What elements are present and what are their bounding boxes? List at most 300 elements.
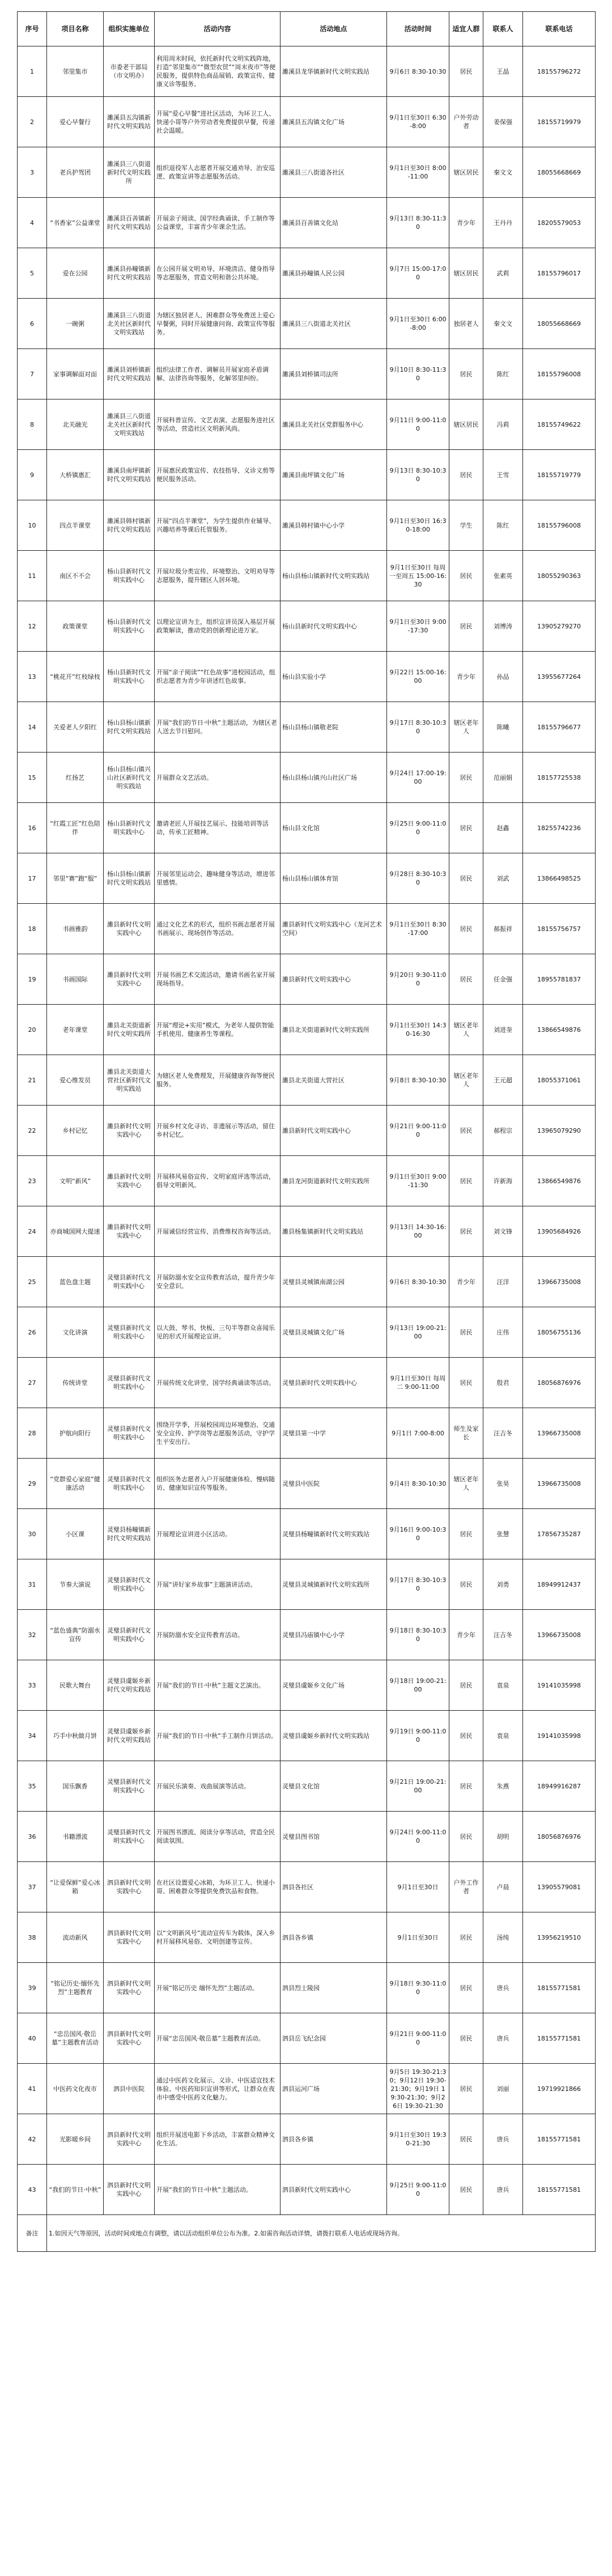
cell-contact: 张昊	[483, 1459, 523, 1509]
table-row	[18, 1106, 596, 1156]
cell-time: 9月13日 8:30-10:30	[387, 450, 449, 500]
table-row	[18, 1206, 596, 1257]
cell-name: “桃花开”红枝绿枝	[47, 652, 104, 702]
cell-name: 民歌大舞台	[47, 1660, 104, 1711]
cell-name: 红扬艺	[47, 753, 104, 803]
header-time: 活动时间	[387, 12, 449, 46]
cell-name: 家事调解面对面	[47, 349, 104, 399]
cell-name: “让爱保鲜”爱心冰箱	[47, 1862, 104, 1912]
cell-place: 杨山县实验小学	[280, 652, 387, 702]
cell-contact: 唐兵	[483, 2013, 523, 2064]
cell-name: 护航向阳行	[47, 1408, 104, 1459]
cell-no: 17	[18, 853, 47, 904]
cell-people: 居民	[449, 2013, 483, 2064]
cell-org: 濉县北关街道新时代文明实践所	[104, 1005, 155, 1055]
cell-people: 居民	[449, 349, 483, 399]
cell-no: 39	[18, 1963, 47, 2013]
cell-contact: 殷君	[483, 1358, 523, 1408]
cell-org: 濉溪县百善镇新时代文明实践站	[104, 198, 155, 248]
cell-contact: 王元超	[483, 1055, 523, 1106]
cell-name: 老年课堂	[47, 1005, 104, 1055]
cell-place: 濉溪县孙疃镇人民公园	[280, 248, 387, 299]
cell-contact: 冯莉	[483, 399, 523, 450]
cell-org: 濉县新时代文明实践中心	[104, 1206, 155, 1257]
cell-no: 18	[18, 904, 47, 954]
cell-contact: 范丽娟	[483, 753, 523, 803]
cell-name: 文明“新风”	[47, 1156, 104, 1206]
cell-name: 爱心早餐行	[47, 97, 104, 147]
cell-name: 大桥镇惠汇	[47, 450, 104, 500]
cell-contact: 陈红	[483, 349, 523, 399]
cell-people: 居民	[449, 1660, 483, 1711]
header-name: 项目名称	[47, 12, 104, 46]
cell-no: 30	[18, 1509, 47, 1559]
cell-org: 泗县中医院	[104, 2064, 155, 2114]
cell-contact: 武莉	[483, 248, 523, 299]
cell-no: 7	[18, 349, 47, 399]
cell-place: 濉溪县龙华镇新时代文明实践站	[280, 46, 387, 97]
cell-time: 9月6日 8:30-10:30	[387, 46, 449, 97]
cell-no: 5	[18, 248, 47, 299]
cell-people: 居民	[449, 1206, 483, 1257]
header-contact: 联系人	[483, 12, 523, 46]
table-row	[18, 1005, 596, 1055]
cell-people: 户外劳动者	[449, 97, 483, 147]
cell-no: 2	[18, 97, 47, 147]
cell-phone: 18056876976	[523, 1358, 596, 1408]
cell-time: 9月28日 8:30-10:30	[387, 853, 449, 904]
cell-people: 居民	[449, 904, 483, 954]
cell-org: 灵璧县虞姬乡新时代文明实践站	[104, 1660, 155, 1711]
cell-phone: 13966735008	[523, 1459, 596, 1509]
cell-place: 灵璧县图书馆	[280, 1812, 387, 1862]
cell-content: 为辖区老人免费理发，开展健康咨询等便民服务。	[155, 1055, 280, 1106]
cell-time: 9月6日 8:30-10:30	[387, 1257, 449, 1307]
cell-phone: 18155796017	[523, 248, 596, 299]
activity-table	[17, 11, 596, 2252]
cell-content: 开展“我们的节日·中秋”主题活动，为辖区老人送去节日慰问。	[155, 702, 280, 753]
cell-time: 9月1日至30日 8:00-11:00	[387, 147, 449, 198]
page	[17, 11, 595, 2252]
cell-org: 杨山县新时代文明实践中心	[104, 601, 155, 652]
cell-no: 12	[18, 601, 47, 652]
cell-time: 9月24日 17:00-19:00	[387, 753, 449, 803]
cell-contact: 刘文锋	[483, 1206, 523, 1257]
table-row	[18, 1055, 596, 1106]
cell-org: 濉溪县刘桥镇新时代文明实践站	[104, 349, 155, 399]
cell-org: 市委老干部局（市文明办）	[104, 46, 155, 97]
cell-name: 文化讲演	[47, 1307, 104, 1358]
cell-time: 9月1日至30日 9:00-11:30	[387, 1156, 449, 1206]
cell-time: 9月1日至30日 每周二 9:00-11:00	[387, 1358, 449, 1408]
cell-contact: 王丹丹	[483, 198, 523, 248]
cell-content: 开展书画艺术交流活动，邀请书画名家开展现场指导。	[155, 954, 280, 1005]
cell-no: 32	[18, 1610, 47, 1660]
cell-time: 9月1日至30日 14:30-16:30	[387, 1005, 449, 1055]
cell-name: “蓝色盛典”防溺水宣传	[47, 1610, 104, 1660]
cell-time: 9月18日 8:30-10:30	[387, 1610, 449, 1660]
cell-time: 9月10日 8:30-11:30	[387, 349, 449, 399]
table-row	[18, 954, 596, 1005]
cell-content: 开展民乐演奏、戏曲展演等活动。	[155, 1761, 280, 1812]
cell-contact: 刘丽	[483, 2064, 523, 2114]
cell-content: 组织开展送电影下乡活动，丰富群众精神文化生活。	[155, 2114, 280, 2165]
cell-name: 政策课堂	[47, 601, 104, 652]
cell-people: 居民	[449, 1106, 483, 1156]
note-row	[18, 2215, 596, 2252]
table-row	[18, 853, 596, 904]
table-row	[18, 601, 596, 652]
cell-org: 杨山县新时代文明实践中心	[104, 803, 155, 853]
header-content: 活动内容	[155, 12, 280, 46]
cell-place: 灵璧县冯庙镇中心小学	[280, 1610, 387, 1660]
cell-name: “党群爱心家庭”健康活动	[47, 1459, 104, 1509]
cell-content: 开展“讲好家乡故事”主题演讲活动。	[155, 1559, 280, 1610]
cell-org: 濉溪县三八街道北关社区新时代文明实践站	[104, 399, 155, 450]
cell-name: 亦商城国网大提速	[47, 1206, 104, 1257]
table-row	[18, 399, 596, 450]
cell-place: 濉县北关街道大营社区	[280, 1055, 387, 1106]
cell-content: 组织医务志愿者入户开展健康体检、慢病随访、健康知识宣传等服务。	[155, 1459, 280, 1509]
table-row	[18, 1812, 596, 1862]
cell-contact: 刘博涛	[483, 601, 523, 652]
cell-people: 独居老人	[449, 299, 483, 349]
cell-phone: 13965079290	[523, 1106, 596, 1156]
table-row	[18, 753, 596, 803]
cell-place: 濉溪县五沟镇文化广场	[280, 97, 387, 147]
cell-phone: 18056755136	[523, 1307, 596, 1358]
cell-place: 泗县烈士陵园	[280, 1963, 387, 2013]
cell-contact: 王雪	[483, 450, 523, 500]
cell-content: 在公园开展文明劝导、环境清洁、健身指导等志愿服务，营造文明和谐公共环境。	[155, 248, 280, 299]
cell-people: 居民	[449, 450, 483, 500]
cell-people: 辖区老年人	[449, 1005, 483, 1055]
cell-place: 杨山县杨山镇兴山社区广场	[280, 753, 387, 803]
cell-people: 居民	[449, 551, 483, 601]
cell-time: 9月11日 9:00-11:00	[387, 399, 449, 450]
note-text: 1.如因天气等原因，活动时间或地点有调整，请以活动组织单位公布为准。2.如需咨询活动详情，请拨打联系人电话或现场咨询。	[47, 2215, 596, 2252]
cell-content: 开展群众文艺活动。	[155, 753, 280, 803]
cell-content: 开展亲子阅读、国学经典诵读、手工制作等公益课堂，丰富青少年课余生活。	[155, 198, 280, 248]
cell-no: 40	[18, 2013, 47, 2064]
cell-place: 泗县各社区	[280, 1862, 387, 1912]
table-row	[18, 1509, 596, 1559]
cell-time: 9月21日 9:00-11:00	[387, 1106, 449, 1156]
cell-phone: 13966735008	[523, 1408, 596, 1459]
cell-contact: 秦文文	[483, 147, 523, 198]
cell-name: 书籍漂流	[47, 1812, 104, 1862]
cell-time: 9月1日至30日	[387, 1862, 449, 1912]
cell-name: 关爱老人夕阳红	[47, 702, 104, 753]
cell-time: 9月7日 15:00-17:00	[387, 248, 449, 299]
cell-no: 28	[18, 1408, 47, 1459]
cell-place: 灵璧县灵城镇文化广场	[280, 1307, 387, 1358]
cell-people: 居民	[449, 1711, 483, 1761]
cell-no: 24	[18, 1206, 47, 1257]
cell-phone: 18055290363	[523, 551, 596, 601]
cell-org: 濉县新时代文明实践中心	[104, 954, 155, 1005]
cell-contact: 唐兵	[483, 1963, 523, 2013]
cell-name: 巧手中秋做月饼	[47, 1711, 104, 1761]
cell-people: 居民	[449, 1509, 483, 1559]
cell-no: 21	[18, 1055, 47, 1106]
cell-people: 居民	[449, 1761, 483, 1812]
cell-no: 9	[18, 450, 47, 500]
cell-contact: 赵鑫	[483, 803, 523, 853]
cell-contact: 陈红	[483, 500, 523, 551]
cell-phone: 18055371061	[523, 1055, 596, 1106]
cell-contact: 汪洋	[483, 1257, 523, 1307]
cell-name: 书画雅韵	[47, 904, 104, 954]
cell-people: 青少年	[449, 1610, 483, 1660]
cell-org: 灵璧县新时代文明实践中心	[104, 1761, 155, 1812]
cell-no: 11	[18, 551, 47, 601]
cell-contact: 胡明	[483, 1812, 523, 1862]
cell-org: 灵璧县新时代文明实践中心	[104, 1610, 155, 1660]
table-row	[18, 1862, 596, 1912]
cell-name: 南区不不会	[47, 551, 104, 601]
cell-name: 邻里“赛”跑“服”	[47, 853, 104, 904]
cell-time: 9月1日至30日 6:00-8:00	[387, 299, 449, 349]
cell-place: 濉溪县北关社区党群服务中心	[280, 399, 387, 450]
cell-time: 9月1日 7:00-8:00	[387, 1408, 449, 1459]
table-row	[18, 1358, 596, 1408]
cell-phone: 19141035998	[523, 1711, 596, 1761]
cell-contact: 秦文文	[483, 299, 523, 349]
cell-name: 小区课	[47, 1509, 104, 1559]
cell-no: 41	[18, 2064, 47, 2114]
cell-phone: 13966735008	[523, 1610, 596, 1660]
cell-phone: 17856735287	[523, 1509, 596, 1559]
cell-org: 濉县新时代文明实践中心	[104, 1106, 155, 1156]
cell-phone: 13866549876	[523, 1005, 596, 1055]
cell-place: 濉溪县百善镇文化站	[280, 198, 387, 248]
table-row	[18, 97, 596, 147]
cell-people: 青少年	[449, 1257, 483, 1307]
cell-content: 开展邻里运动会、趣味健身等活动，增进邻里感情。	[155, 853, 280, 904]
cell-phone: 18155796008	[523, 500, 596, 551]
cell-name: 国乐飘香	[47, 1761, 104, 1812]
cell-content: 开展惠民政策宣传、农技指导、义诊义剪等便民服务活动。	[155, 450, 280, 500]
cell-no: 43	[18, 2165, 47, 2215]
cell-phone: 18155719779	[523, 450, 596, 500]
cell-no: 38	[18, 1912, 47, 1963]
cell-org: 杨山县杨山镇新时代文明实践站	[104, 702, 155, 753]
cell-place: 灵璧县灵城镇南湖公园	[280, 1257, 387, 1307]
cell-org: 杨山县新时代文明实践中心	[104, 551, 155, 601]
cell-place: 泗县新时代文明实践中心	[280, 2165, 387, 2215]
cell-people: 居民	[449, 1812, 483, 1862]
cell-phone: 18155771581	[523, 2165, 596, 2215]
cell-name: 四点半课堂	[47, 500, 104, 551]
cell-place: 泗县运河广场	[280, 2064, 387, 2114]
cell-place: 濉溪县南坪镇文化广场	[280, 450, 387, 500]
cell-content: 开展“爱心早餐”进社区活动，为环卫工人、快递小哥等户外劳动者免费提供早餐，传递社会温暖。	[155, 97, 280, 147]
cell-time: 9月13日 8:30-11:30	[387, 198, 449, 248]
cell-contact: 刘武	[483, 853, 523, 904]
cell-people: 居民	[449, 46, 483, 97]
cell-contact: 唐兵	[483, 2114, 523, 2165]
cell-content: 开展诚信经营宣传、消费维权咨询等活动。	[155, 1206, 280, 1257]
cell-people: 青少年	[449, 198, 483, 248]
cell-no: 23	[18, 1156, 47, 1206]
table-row	[18, 349, 596, 399]
cell-phone: 13905279270	[523, 601, 596, 652]
cell-name: 中医药文化夜市	[47, 2064, 104, 2114]
cell-content: 开展传统文化讲堂、国学经典诵读等活动。	[155, 1358, 280, 1408]
cell-content: 开展“亲子阅读”“红色故事”进校园活动，组织志愿者为青少年讲述红色故事。	[155, 652, 280, 702]
cell-phone: 13956219510	[523, 1912, 596, 1963]
cell-no: 22	[18, 1106, 47, 1156]
cell-time: 9月17日 8:30-10:30	[387, 1559, 449, 1610]
table-row	[18, 1711, 596, 1761]
cell-org: 濉溪县孙疃镇新时代文明实践站	[104, 248, 155, 299]
cell-no: 33	[18, 1660, 47, 1711]
cell-content: 以理论宣讲为主，组织宣讲员深入基层开展政策解读，推动党的创新理论进万家。	[155, 601, 280, 652]
cell-place: 灵璧县新时代文明实践中心	[280, 1358, 387, 1408]
cell-phone: 13866549876	[523, 1156, 596, 1206]
cell-people: 居民	[449, 2165, 483, 2215]
table-row	[18, 147, 596, 198]
cell-people: 居民	[449, 601, 483, 652]
header-no: 序号	[18, 12, 47, 46]
cell-place: 灵璧县文化馆	[280, 1761, 387, 1812]
cell-contact: 王晶	[483, 46, 523, 97]
cell-no: 26	[18, 1307, 47, 1358]
cell-content: 开展“铭记历史 缅怀先烈”主题活动。	[155, 1963, 280, 2013]
cell-people: 辖区老年人	[449, 702, 483, 753]
cell-content: 通过中医药文化展示、义诊、中医适宜技术体验、中医药知识宣讲等形式，让群众在夜市中感受中医药文化魅力。	[155, 2064, 280, 2114]
cell-name: 爱在公园	[47, 248, 104, 299]
cell-content: 围绕开学季，开展校园周边环境整治、交通安全宣传、护学岗等志愿服务活动，守护学生平安出行。	[155, 1408, 280, 1459]
cell-contact: 卢晨	[483, 1862, 523, 1912]
cell-org: 灵璧县新时代文明实践中心	[104, 1408, 155, 1459]
cell-name: 光影暖乡间	[47, 2114, 104, 2165]
table-row	[18, 1156, 596, 1206]
cell-contact: 郝振祥	[483, 904, 523, 954]
cell-name: 爱心维发员	[47, 1055, 104, 1106]
cell-time: 9月1日至30日 9:00-17:30	[387, 601, 449, 652]
cell-no: 3	[18, 147, 47, 198]
cell-phone: 18155719979	[523, 97, 596, 147]
header-org: 组织实施单位	[104, 12, 155, 46]
cell-content: 开展“我们的节日·中秋”主题文艺演出。	[155, 1660, 280, 1711]
cell-org: 泗县新时代文明实践中心	[104, 2114, 155, 2165]
cell-time: 9月18日 9:30-11:00	[387, 1963, 449, 2013]
cell-people: 居民	[449, 2114, 483, 2165]
header-phone: 联系电话	[523, 12, 596, 46]
cell-phone: 18155796008	[523, 349, 596, 399]
cell-time: 9月25日 9:00-11:00	[387, 803, 449, 853]
cell-name: 一碗粥	[47, 299, 104, 349]
cell-no: 1	[18, 46, 47, 97]
cell-contact: 袁泉	[483, 1711, 523, 1761]
cell-phone: 18056876976	[523, 1812, 596, 1862]
note-label: 备注	[18, 2215, 47, 2252]
cell-phone: 18155771581	[523, 2013, 596, 2064]
cell-place: 濉县新时代文明实践中心	[280, 1106, 387, 1156]
cell-phone: 13905684926	[523, 1206, 596, 1257]
cell-name: 书画国际	[47, 954, 104, 1005]
table-row	[18, 2165, 596, 2215]
cell-contact: 任金强	[483, 954, 523, 1005]
cell-name: 乡村记忆	[47, 1106, 104, 1156]
cell-no: 13	[18, 652, 47, 702]
cell-name: 流动新风	[47, 1912, 104, 1963]
table-row	[18, 1408, 596, 1459]
cell-content: 开展垃圾分类宣传、环境整治、文明劝导等志愿服务，提升辖区人居环境。	[155, 551, 280, 601]
cell-phone: 18949916287	[523, 1761, 596, 1812]
cell-no: 20	[18, 1005, 47, 1055]
cell-content: 以“文明新风号”流动宣传车为载体，深入乡村开展移风易俗、文明创建等宣传。	[155, 1912, 280, 1963]
cell-content: 开展“四点半课堂”，为学生提供作业辅导、兴趣培养等课后托管服务。	[155, 500, 280, 551]
cell-content: 组织退役军人志愿者开展交通劝导、治安巡逻、政策宣讲等志愿服务活动。	[155, 147, 280, 198]
cell-no: 19	[18, 954, 47, 1005]
cell-people: 居民	[449, 803, 483, 853]
cell-phone: 18949912437	[523, 1559, 596, 1610]
cell-place: 杨山县杨山镇新时代文明实践站	[280, 551, 387, 601]
cell-no: 25	[18, 1257, 47, 1307]
table-row	[18, 1912, 596, 1963]
cell-place: 灵璧县中医院	[280, 1459, 387, 1509]
cell-contact: 汪吉冬	[483, 1408, 523, 1459]
cell-people: 辖区老年人	[449, 1459, 483, 1509]
cell-phone: 18155756757	[523, 904, 596, 954]
cell-time: 9月21日 9:00-11:00	[387, 2013, 449, 2064]
table-row	[18, 2064, 596, 2114]
cell-contact: 孙品	[483, 652, 523, 702]
cell-people: 居民	[449, 853, 483, 904]
cell-name: “忠岳国风·敬岳墓”主题教育活动	[47, 2013, 104, 2064]
cell-time: 9月5日 19:30-21:30；9月12日 19:30-21:30；9月19日 19:30-21:30；9月26日 19:30-21:30	[387, 2064, 449, 2114]
cell-name: 节奏大演说	[47, 1559, 104, 1610]
cell-people: 师生及家长	[449, 1408, 483, 1459]
cell-no: 14	[18, 702, 47, 753]
cell-org: 灵璧县新时代文明实践中心	[104, 1559, 155, 1610]
cell-org: 泗县新时代文明实践中心	[104, 2165, 155, 2215]
cell-phone: 18055668669	[523, 299, 596, 349]
cell-org: 泗县新时代文明实践中心	[104, 1963, 155, 2013]
cell-org: 濉溪县南坪镇新时代文明实践站	[104, 450, 155, 500]
cell-org: 濉溪县韩村镇新时代文明实践站	[104, 500, 155, 551]
cell-no: 16	[18, 803, 47, 853]
table-row	[18, 299, 596, 349]
cell-org: 泗县新时代文明实践中心	[104, 1912, 155, 1963]
cell-phone: 19719921866	[523, 2064, 596, 2114]
cell-people: 户外工作者	[449, 1862, 483, 1912]
cell-contact: 刘进奎	[483, 1005, 523, 1055]
table-row	[18, 198, 596, 248]
header-place: 活动地点	[280, 12, 387, 46]
cell-time: 9月13日 19:00-21:00	[387, 1307, 449, 1358]
cell-content: 邀请老匠人开展技艺展示、技能培训等活动，传承工匠精神。	[155, 803, 280, 853]
cell-contact: 庄伟	[483, 1307, 523, 1358]
cell-time: 9月8日 8:30-10:30	[387, 1055, 449, 1106]
table-row	[18, 1660, 596, 1711]
cell-phone: 18155749622	[523, 399, 596, 450]
cell-contact: 汪吉冬	[483, 1610, 523, 1660]
cell-people: 学生	[449, 500, 483, 551]
cell-place: 濉县新时代文明实践中心	[280, 954, 387, 1005]
cell-name: 蓝色盘主题	[47, 1257, 104, 1307]
table-row	[18, 1963, 596, 2013]
cell-place: 濉县龙河街道新时代文明实践所	[280, 1156, 387, 1206]
cell-place: 灵璧县第一中学	[280, 1408, 387, 1459]
cell-org: 灵璧县虞姬乡新时代文明实践站	[104, 1711, 155, 1761]
cell-time: 9月25日 9:00-11:00	[387, 2165, 449, 2215]
cell-name: 传统讲堂	[47, 1358, 104, 1408]
cell-phone: 18155771581	[523, 1963, 596, 2013]
